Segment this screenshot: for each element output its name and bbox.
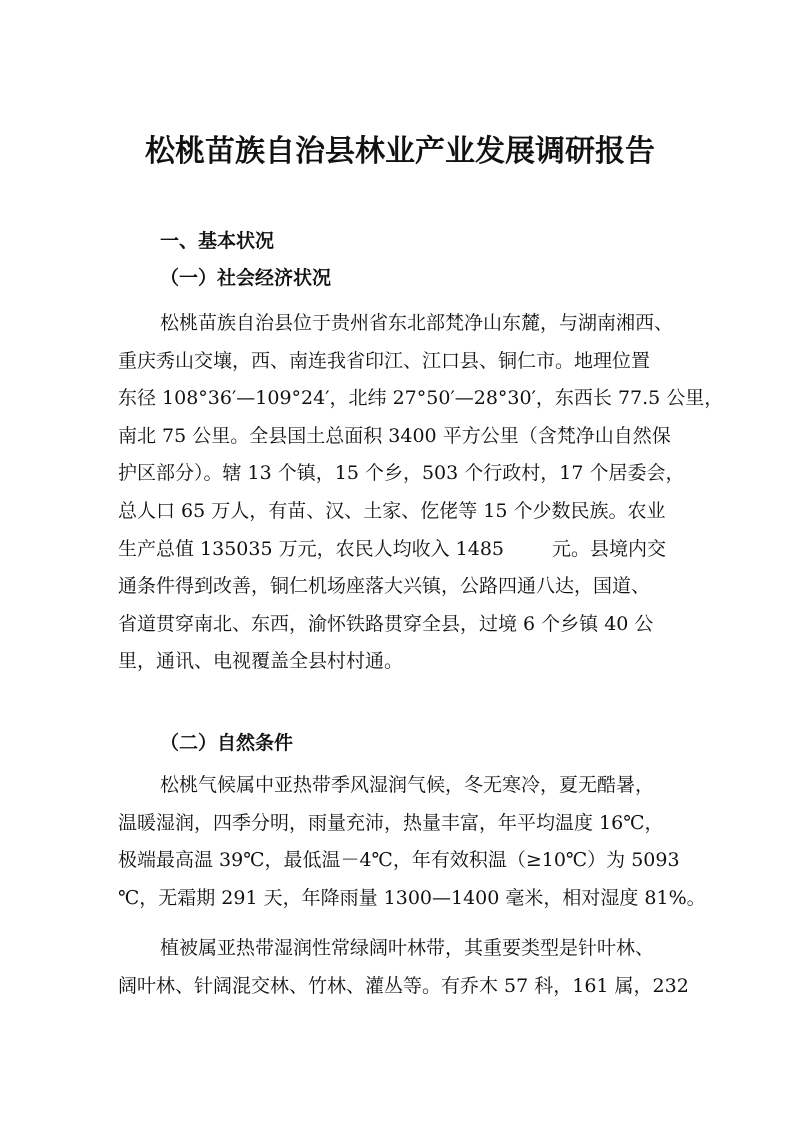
subsection-heading-natural-conditions: （二）自然条件 — [160, 732, 294, 754]
text-line: ℃，无霜期 291 天，年降雨量 1300—1400 毫米，相对湿度 81%。 — [118, 886, 706, 909]
text-line: 通条件得到改善，铜仁机场座落大兴镇，公路四通八达，国道、 — [118, 575, 651, 598]
text-line-head: 生产总值 135035 万元，农民人均收入 1485 — [118, 537, 505, 560]
text-line: 里，通讯、电视覆盖全县村村通。 — [118, 650, 404, 673]
text-line-tail: 元。县境内交 — [552, 537, 667, 560]
paragraph-socioeconomic — [118, 305, 724, 681]
text-line: 总人口 65 万人，有苗、汉、土家、仡佬等 15 个少数民族。农业 — [118, 499, 666, 522]
text-line: 南北 75 公里。全县国土总面积 3400 平方公里（含梵净山自然保 — [118, 424, 671, 447]
paragraph-vegetation — [118, 930, 714, 1005]
text-line: 省道贯穿南北、东西，渝怀铁路贯穿全县，过境 6 个乡镇 40 公 — [118, 612, 654, 635]
subsection-heading-socioeconomic: （一）社会经济状况 — [160, 267, 332, 289]
text-line: 极端最高温 39℃，最低温－4℃，年有效积温（≥10℃）为 5093 — [118, 849, 680, 872]
text-line: 东径 108°36′—109°24′，北纬 27°50′—28°30′，东西长 77.5 公里， — [118, 387, 724, 410]
text-line: 松桃苗族自治县位于贵州省东北部梵净山东麓，与湖南湘西、 — [160, 312, 674, 334]
paragraph-climate — [118, 767, 714, 917]
text-line: 温暖湿润，四季分明，雨量充沛，热量丰富，年平均温度 16℃， — [118, 811, 664, 834]
document-title: 松桃苗族自治县林业产业发展调研报告 — [145, 134, 655, 169]
text-line: 重庆秀山交壤，西、南连我省印江、江口县、铜仁市。地理位置 — [118, 349, 651, 372]
text-line: 松桃气候属中亚热带季风湿润气候，冬无寒冷，夏无酷暑， — [160, 774, 655, 796]
text-line: 护区部分）。辖 13 个镇，15 个乡，503 个行政村，17 个居委会， — [118, 462, 685, 485]
section-heading-basic-situation: 一、基本状况 — [160, 230, 275, 252]
text-line: 植被属亚热带湿润性常绿阔叶林带，其重要类型是针叶林、 — [160, 937, 655, 959]
text-line-with-gap — [118, 531, 714, 569]
text-line: 阔叶林、针阔混交林、竹林、灌丛等。有乔木 57 科，161 属，232 — [118, 974, 689, 997]
